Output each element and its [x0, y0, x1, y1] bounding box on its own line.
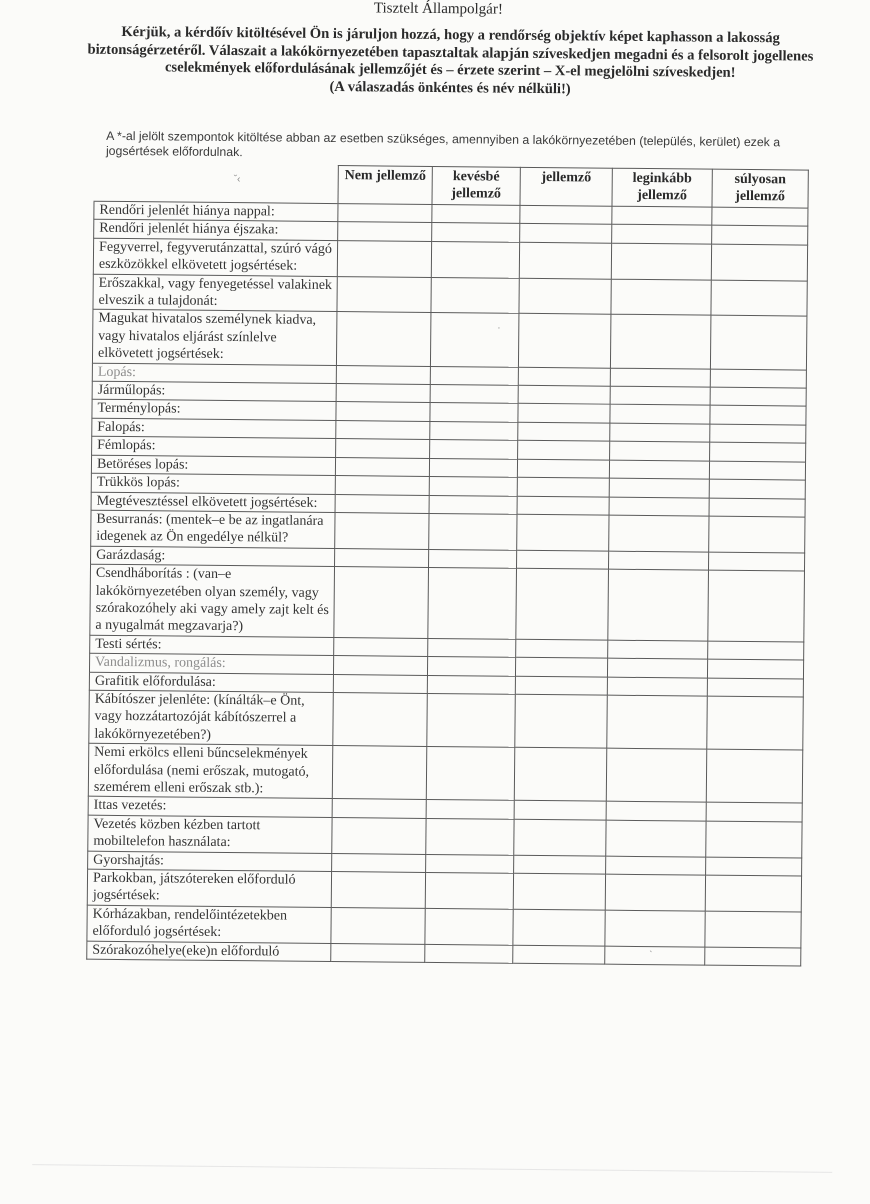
answer-cell[interactable] — [513, 873, 605, 910]
answer-cell[interactable] — [336, 402, 430, 421]
answer-cell[interactable] — [332, 799, 426, 818]
answer-cell[interactable] — [607, 677, 707, 696]
answer-cell[interactable] — [429, 477, 517, 496]
answer-cell[interactable] — [609, 497, 709, 516]
answer-cell[interactable] — [513, 909, 605, 946]
answer-cell[interactable] — [606, 856, 706, 875]
question-label: Parkokban, játszótereken előforduló jogsértések: — [87, 869, 331, 907]
question-label: Magukat hivatalos személynek kiadva, vagy hivatalos eljárást színlelve elkövetett jogsértések: — [92, 310, 336, 366]
answer-cell[interactable] — [335, 457, 429, 476]
answer-cell[interactable] — [605, 874, 705, 911]
answer-cell[interactable] — [518, 385, 610, 404]
answer-cell[interactable] — [711, 280, 807, 317]
question-label: Járműlopás: — [92, 381, 336, 402]
answer-cell[interactable] — [611, 279, 711, 316]
table-row — [88, 743, 802, 803]
answer-cell[interactable] — [706, 821, 802, 858]
answer-cell[interactable] — [610, 386, 710, 405]
question-label: Terménylopás: — [92, 400, 336, 421]
answer-cell[interactable] — [426, 818, 514, 855]
question-label: Ittas vezetés: — [88, 797, 332, 818]
answer-cell[interactable] — [335, 476, 429, 495]
answer-cell[interactable] — [514, 801, 606, 820]
answer-cell[interactable] — [520, 205, 612, 224]
answer-cell[interactable] — [429, 513, 517, 550]
answer-cell[interactable] — [335, 548, 429, 567]
table-row — [91, 510, 805, 553]
answer-cell[interactable] — [710, 316, 807, 370]
column-header: jellemző — [520, 167, 612, 206]
table-row — [92, 310, 806, 370]
answer-cell[interactable] — [518, 367, 610, 386]
answer-cell[interactable] — [429, 495, 517, 514]
question-label: Erőszakkal, vagy fenyegetéssel valakinek elveszik a tulajdonát: — [93, 274, 337, 312]
answer-cell[interactable] — [706, 749, 803, 803]
answer-cell[interactable] — [426, 800, 514, 819]
intro-text: Kérjük, a kérdőív kitöltésével Ön is járuljon hozzá, hogy a rendőrség objektív képet kaphasson a lakosság biztonságérzetéről. Válaszait a lakókörnyezetében tapasztaltak alapján szíveskedjen megadni és a felsorolt jogellenes cselekmények előfordulásának jellemzőjét és – érzete szerint – X-el megjelölni szíveskedjen! — [87, 23, 814, 81]
answer-cell[interactable] — [335, 494, 429, 513]
answer-cell[interactable] — [705, 947, 801, 966]
answer-cell[interactable] — [429, 549, 517, 568]
question-label: Kórházakban, rendelőintézetekben előforduló jogsértések: — [87, 905, 331, 943]
answer-cell[interactable] — [712, 226, 808, 245]
greeting-heading: Tisztelt Állampolgár! — [373, 0, 503, 18]
question-label: Grafitik előfordulása: — [89, 672, 333, 693]
answer-cell[interactable] — [606, 748, 707, 802]
header-blank-cell — [94, 163, 338, 203]
answer-cell[interactable] — [336, 420, 430, 439]
answer-cell[interactable] — [707, 696, 804, 750]
answer-cell[interactable] — [612, 225, 712, 244]
answer-cell[interactable] — [710, 369, 806, 388]
intro-paragraph — [83, 24, 819, 101]
answer-cell[interactable] — [517, 477, 609, 496]
answer-cell[interactable] — [514, 747, 607, 801]
answer-cell[interactable] — [425, 908, 513, 945]
answer-cell[interactable] — [334, 637, 428, 656]
answer-cell[interactable] — [336, 384, 430, 403]
answer-cell[interactable] — [515, 676, 607, 695]
table-row — [87, 905, 801, 948]
answer-cell[interactable] — [610, 441, 710, 460]
table-row — [90, 564, 805, 641]
question-label: Falopás: — [92, 418, 336, 439]
question-label: Fémlopás: — [92, 436, 336, 457]
questionnaire-table — [86, 163, 809, 967]
answer-cell[interactable] — [610, 315, 711, 369]
answer-cell[interactable] — [432, 223, 520, 242]
answer-cell[interactable] — [431, 241, 519, 278]
answer-cell[interactable] — [605, 946, 705, 965]
answer-cell[interactable] — [331, 943, 425, 962]
column-header: Nem jellemző — [338, 166, 432, 205]
answer-cell[interactable] — [334, 567, 429, 639]
question-label: Rendőri jelenlét hiánya éjszaka: — [94, 220, 338, 241]
answer-cell[interactable] — [519, 278, 611, 315]
answer-cell[interactable] — [517, 514, 609, 551]
answer-cell[interactable] — [337, 240, 431, 277]
answer-cell[interactable] — [427, 693, 516, 747]
question-label: Csendháborítás : (van–e lakókörnyezetében olyan személy, vagy szórakozóhely aki vagy amely zajt kelt és a nyugalmát megzavarja?) — [90, 564, 335, 637]
stray-mark: · — [497, 322, 501, 334]
question-label: Vandalizmus, rongálás: — [89, 653, 333, 674]
answer-cell[interactable] — [514, 819, 606, 856]
table-row — [93, 238, 807, 281]
answer-cell[interactable] — [712, 207, 808, 226]
answer-cell[interactable] — [430, 440, 518, 459]
answer-cell[interactable] — [610, 368, 710, 387]
answer-cell[interactable] — [611, 243, 711, 280]
answer-cell[interactable] — [608, 551, 708, 570]
answer-cell[interactable] — [515, 694, 608, 748]
answer-cell[interactable] — [705, 911, 801, 948]
answer-cell[interactable] — [607, 695, 708, 749]
answer-cell[interactable] — [428, 568, 517, 639]
answer-cell[interactable] — [517, 496, 609, 515]
answer-cell[interactable] — [514, 855, 606, 874]
answer-cell[interactable] — [608, 640, 708, 659]
answer-cell[interactable] — [518, 441, 610, 460]
answer-cell[interactable] — [428, 638, 516, 657]
answer-cell[interactable] — [609, 478, 709, 497]
answer-cell[interactable] — [513, 945, 605, 964]
answer-cell[interactable] — [430, 366, 518, 385]
table-row — [88, 815, 802, 858]
answer-cell[interactable] — [708, 552, 804, 571]
question-label: Betöréses lopás: — [91, 455, 335, 476]
answer-cell[interactable] — [709, 516, 805, 553]
table-body — [87, 201, 808, 966]
answer-cell[interactable] — [431, 277, 519, 314]
answer-cell[interactable] — [337, 276, 431, 313]
answer-cell[interactable] — [710, 424, 806, 443]
answer-cell[interactable] — [426, 854, 514, 873]
answer-cell[interactable] — [518, 314, 611, 368]
answer-cell[interactable] — [520, 224, 612, 243]
answer-cell[interactable] — [605, 910, 705, 947]
question-label: Garázdaság: — [91, 546, 335, 567]
answer-cell[interactable] — [612, 206, 712, 225]
answer-cell[interactable] — [517, 459, 609, 478]
answer-cell[interactable] — [709, 461, 805, 480]
question-label: Rendőri jelenlét hiánya nappal: — [94, 201, 338, 222]
answer-cell[interactable] — [609, 460, 709, 479]
answer-cell[interactable] — [430, 313, 519, 367]
answer-cell[interactable] — [610, 423, 710, 442]
question-label: Kábítószer jelenléte: (kínálták–e Önt, vagy hozzátartozóját kábítószerrel a lakókörnyezetében?) — [89, 690, 333, 746]
answer-cell[interactable] — [427, 657, 515, 676]
column-header: leginkább jellemző — [612, 168, 712, 207]
answer-cell[interactable] — [610, 405, 710, 424]
stray-mark: ˎ — [649, 942, 653, 954]
answer-cell[interactable] — [710, 406, 806, 425]
question-label: Testi sértés: — [90, 635, 334, 656]
answer-cell[interactable] — [336, 312, 431, 366]
answer-cell[interactable] — [707, 678, 803, 697]
question-label: Lopás: — [92, 363, 336, 384]
answer-cell[interactable] — [338, 222, 432, 241]
answer-cell[interactable] — [705, 875, 801, 912]
answer-cell[interactable] — [332, 746, 427, 800]
answer-cell[interactable] — [430, 421, 518, 440]
answer-cell[interactable] — [430, 385, 518, 404]
answer-cell[interactable] — [332, 853, 426, 872]
answer-cell[interactable] — [425, 872, 513, 909]
answer-cell[interactable] — [706, 857, 802, 876]
answer-cell[interactable] — [515, 657, 607, 676]
table-row — [89, 690, 803, 750]
answer-cell[interactable] — [709, 479, 805, 498]
answer-cell[interactable] — [707, 659, 803, 678]
answer-cell[interactable] — [708, 570, 805, 642]
answer-cell[interactable] — [333, 656, 427, 675]
column-header: súlyosan jellemző — [712, 169, 808, 208]
page-bottom-line — [32, 1164, 832, 1173]
answer-cell[interactable] — [708, 641, 804, 660]
answer-cell[interactable] — [425, 944, 513, 963]
question-label: Szórakozóhelye(eke)n előforduló — [87, 941, 331, 962]
answer-cell[interactable] — [331, 907, 425, 944]
answer-cell[interactable] — [517, 550, 609, 569]
question-label: Trükkös lopás: — [91, 473, 335, 494]
answer-cell[interactable] — [427, 675, 515, 694]
answer-cell[interactable] — [516, 639, 608, 658]
answer-cell[interactable] — [709, 498, 805, 517]
answer-cell[interactable] — [429, 458, 517, 477]
answer-cell[interactable] — [336, 365, 430, 384]
answer-cell[interactable] — [332, 817, 426, 854]
table-row — [93, 274, 807, 317]
answer-cell[interactable] — [333, 674, 427, 693]
question-label: Fegyverrel, fegyverutánzattal, szúró vágó eszközökkel elkövetett jogsértések: — [93, 238, 337, 276]
answer-cell[interactable] — [335, 512, 429, 549]
answer-cell[interactable] — [607, 658, 707, 677]
answer-cell[interactable] — [606, 820, 706, 857]
question-label: Megtévesztéssel elkövetett jogsértések: — [91, 492, 335, 513]
answer-cell[interactable] — [519, 242, 611, 279]
intro-closing: (A válaszadás önkéntes és név nélküli!) — [329, 78, 571, 97]
answer-cell[interactable] — [609, 515, 709, 552]
column-header: kevésbé jellemző — [432, 166, 520, 205]
pen-tick-mark: ˇ‹ — [233, 174, 241, 186]
answer-cell[interactable] — [432, 204, 520, 223]
answer-cell[interactable] — [338, 204, 432, 223]
answer-cell[interactable] — [608, 569, 709, 641]
answer-cell[interactable] — [426, 747, 515, 801]
answer-cell[interactable] — [336, 439, 430, 458]
answer-cell[interactable] — [706, 803, 802, 822]
answer-cell[interactable] — [710, 387, 806, 406]
question-label: Vezetés közben kézben tartott mobiltelefon használata: — [88, 815, 332, 853]
answer-cell[interactable] — [518, 404, 610, 423]
question-label: Besurranás: (mentek–e be az ingatlanára idegenek az Ön engedélye nélkül? — [91, 510, 335, 548]
answer-cell[interactable] — [606, 802, 706, 821]
answer-cell[interactable] — [331, 872, 425, 909]
asterisk-note: A *-al jelölt szempontok kitöltése abban az esetben szükséges, amennyiben a lakókörnyezetében (település, kerület) ezek a jogsértések előfordulnak. — [105, 128, 781, 160]
answer-cell[interactable] — [710, 442, 806, 461]
answer-cell[interactable] — [333, 693, 428, 747]
answer-cell[interactable] — [430, 403, 518, 422]
question-label: Gyorshajtás: — [88, 851, 332, 872]
answer-cell[interactable] — [516, 568, 609, 640]
answer-cell[interactable] — [711, 244, 807, 281]
answer-cell[interactable] — [518, 422, 610, 441]
question-label: Nemi erkölcs elleni bűncselekmények előfordulása (nemi erőszak, mutogató, szemérem elleni erőszak stb.): — [88, 743, 332, 799]
